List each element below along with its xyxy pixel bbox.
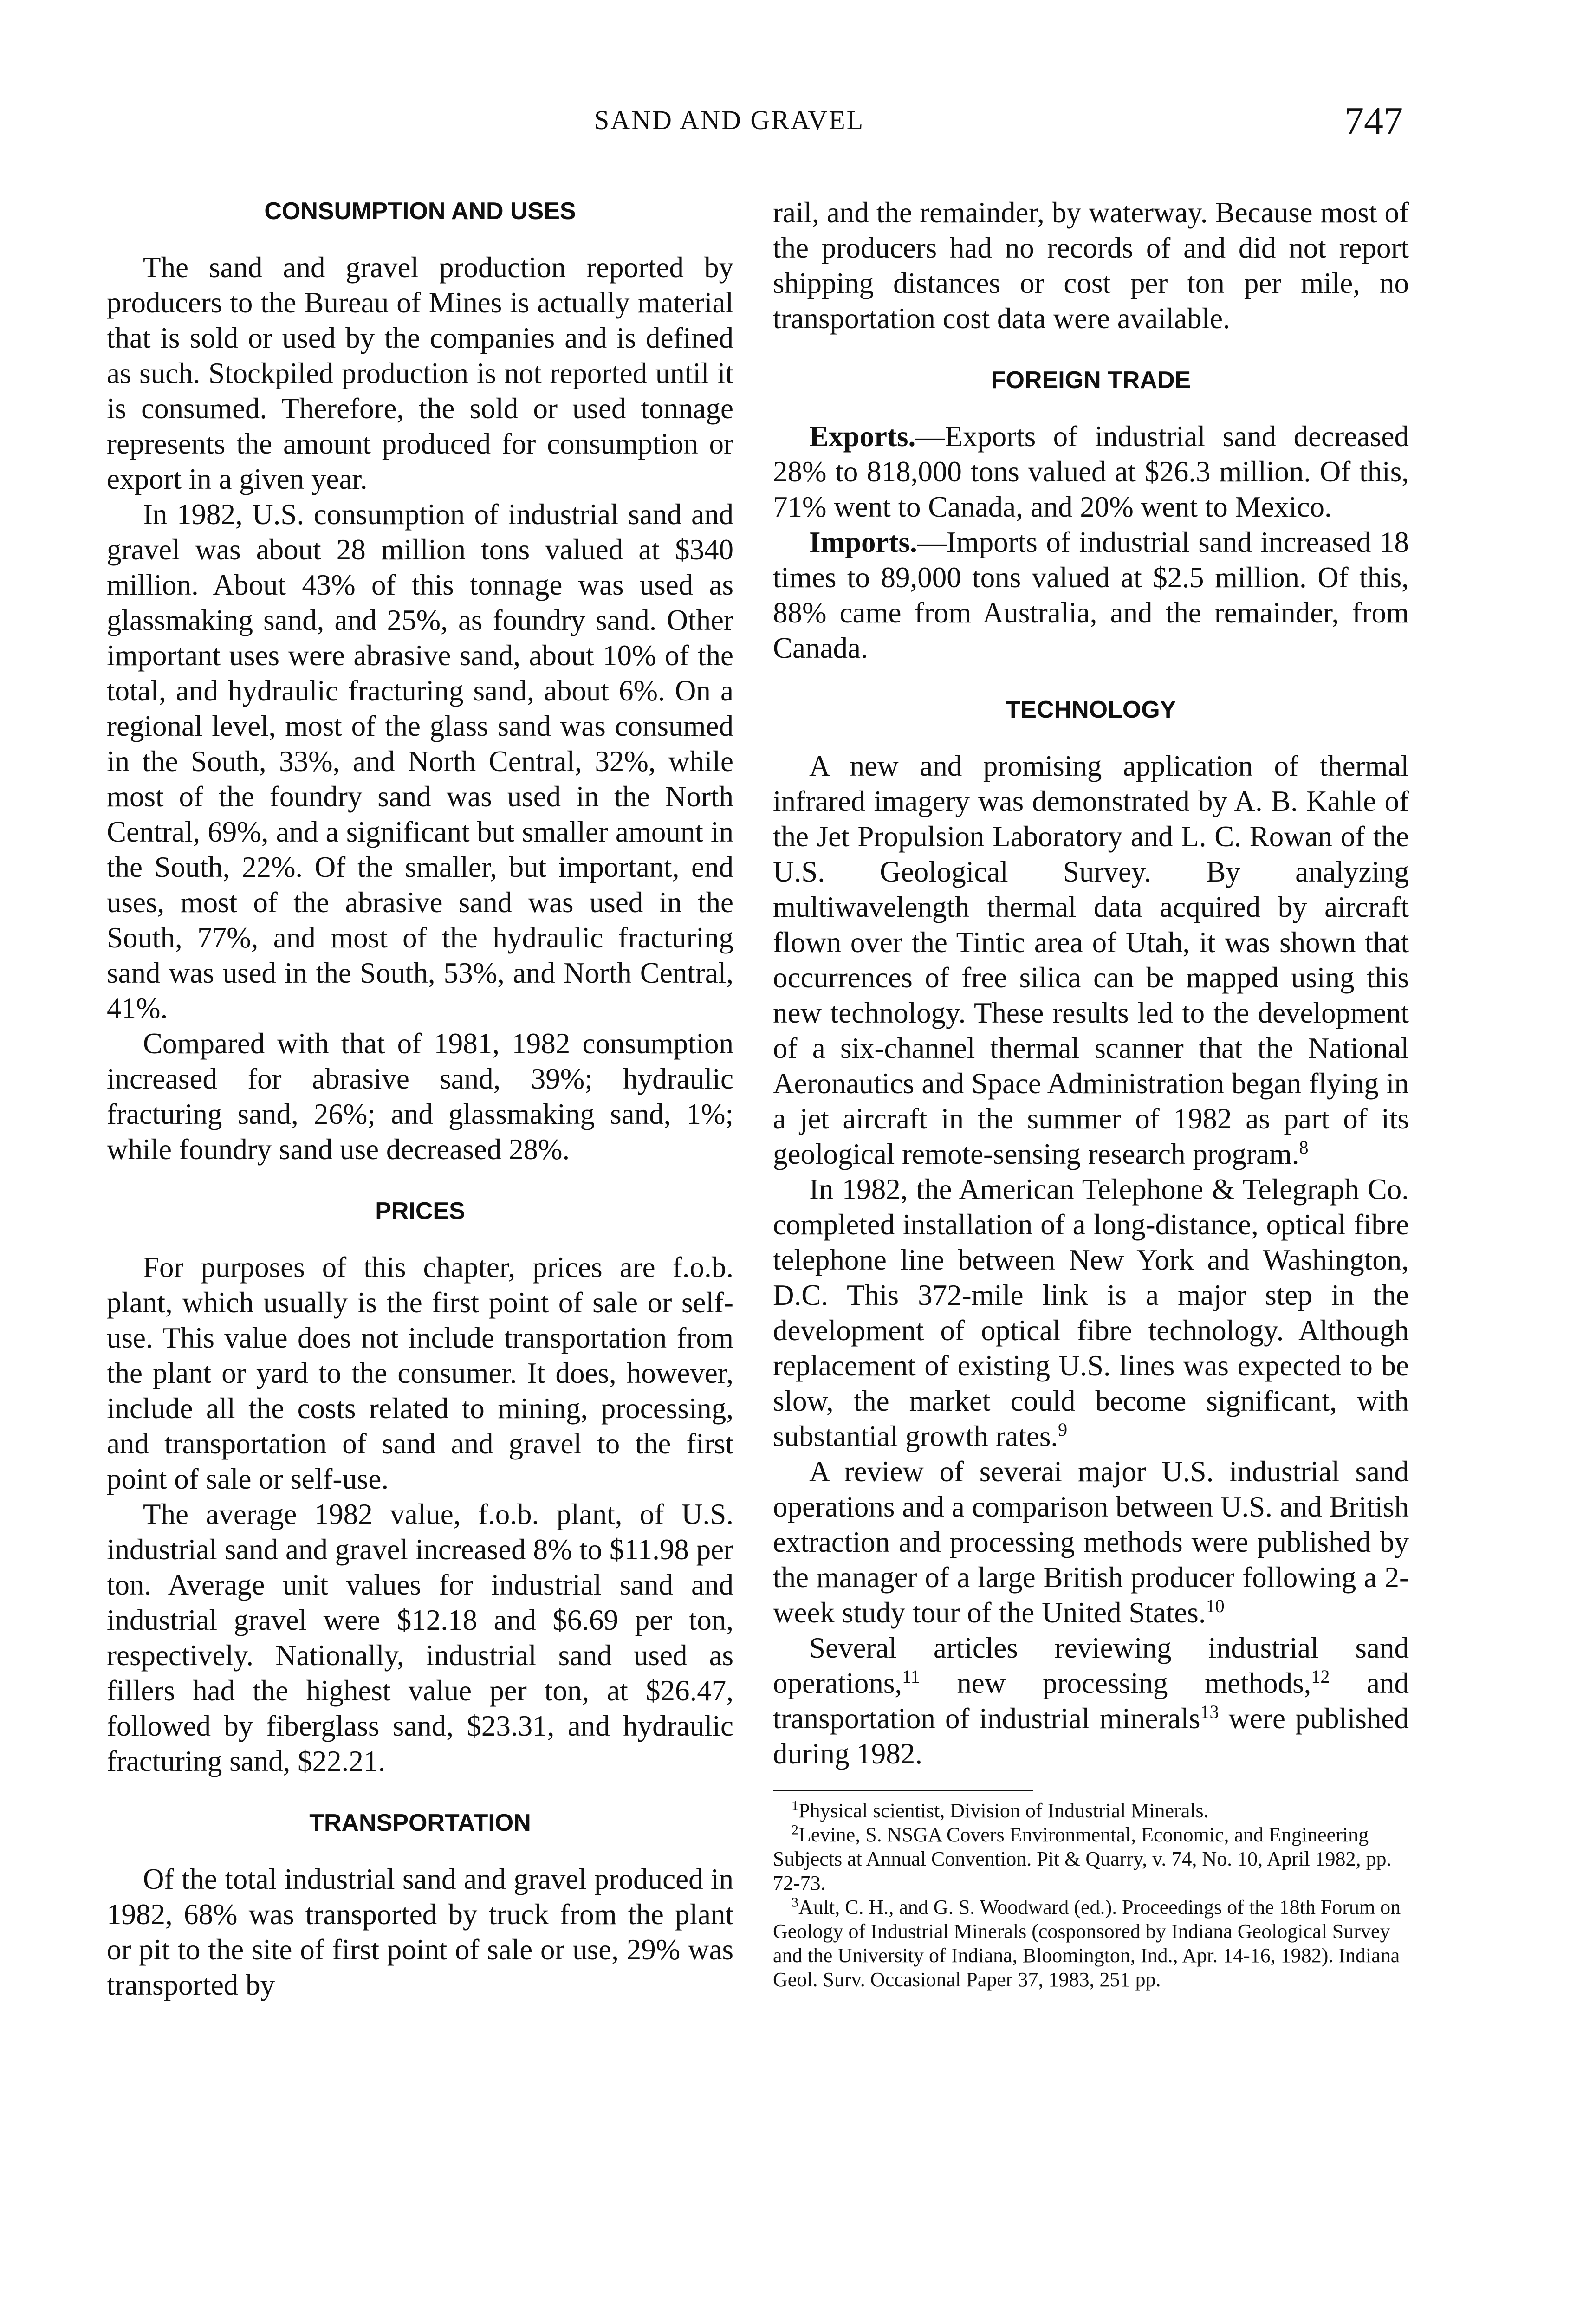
prices-paragraph-2: The average 1982 value, f.o.b. plant, of U.S. industrial sand and gravel increased 8% to $11.98 per ton. Average unit values for industrial sand and industrial gravel were $12.18 and $6.69 per ton, respectively. Nationally, industrial sand used as fillers had the highest value per ton, at $26.47, followed by fiberglass sand, $23.31, and hydraulic fracturing sand, $22.21. xyxy=(107,1498,734,1777)
footnote-number: 1 xyxy=(792,1798,798,1814)
footnote-text: Physical scientist, Division of Industrial Minerals. xyxy=(798,1799,1209,1822)
heading-prices: PRICES xyxy=(375,1198,465,1225)
footnote-ref: 9 xyxy=(1058,1419,1068,1440)
technology-paragraph-4-text: were published during 1982. xyxy=(773,1702,1409,1770)
technology-paragraph-4 xyxy=(773,1630,1409,1771)
technology-paragraph-2 xyxy=(773,1172,1409,1454)
footnote-text: Ault, C. H., and G. S. Woodward (ed.). Proceedings of the 18th Forum on Geology of Industrial Minerals (cosponsored by Indiana Geological Survey and the University of Indiana, Bloomington, Ind., Apr. 14-16, 1982). Indiana Geol. Surv. Occasional Paper 37, 1983, 251 pp. xyxy=(773,1896,1401,1991)
heading-transportation: TRANSPORTATION xyxy=(309,1809,531,1836)
transportation-paragraph-continued: rail, and the remainder, by waterway. Because most of the producers had no records of and did not report shipping distances or cost per ton per mile, no transportation cost data were available. xyxy=(773,196,1409,335)
footnote-1 xyxy=(773,1799,1409,1823)
footnote-ref: 10 xyxy=(1206,1595,1225,1616)
consumption-paragraph-1: The sand and gravel production reported by producers to the Bureau of Mines is actually material that is sold or used by the companies and is defined as such. Stockpiled production is not reported until it is consumed. Therefore, the sold or used tonnage represents the amount produced for consumption or export in a given year. xyxy=(107,251,733,495)
heading-technology: TECHNOLOGY xyxy=(1006,696,1176,723)
technology-paragraph-2-text: In 1982, the American Telephone & Telegraph Co. completed installation of a long-distance, optical fibre telephone line between New York and Washington, D.C. This 372-mile link is a major step in the development of optical fibre technology. Although replacement of existing U.S. lines was expected to be slow, the market could become significant, with substantial growth rates. xyxy=(773,1173,1409,1452)
technology-paragraph-1-text: A new and promising application of thermal infrared imagery was demonstrated by A. B. Kahle of the Jet Propulsion Laboratory and L. C. Rowan of the U.S. Geological Survey. By analyzing multiwavelength thermal data acquired by aircraft flown over the Tintic area of Utah, it was shown that occurrences of free silica can be mapped using this new technology. These results led to the development of a six-channel thermal scanner that the National Aeronautics and Space Administration began flying in a jet aircraft in the summer of 1982 as part of its geological remote-sensing research program. xyxy=(773,750,1409,1170)
technology-paragraph-3 xyxy=(773,1454,1409,1630)
running-head: SAND AND GRAVEL xyxy=(594,105,865,135)
footnote-divider xyxy=(773,1790,1033,1791)
exports-paragraph xyxy=(773,419,1409,525)
heading-foreign-trade: FOREIGN TRADE xyxy=(991,367,1191,394)
technology-paragraph-4-text: Several articles reviewing industrial sand operations, xyxy=(773,1632,1409,1699)
technology-paragraph-4-text: and transportation of industrial minerals xyxy=(773,1667,1409,1735)
prices-paragraph-1: For purposes of this chapter, prices are f.o.b. plant, which usually is the first point of sale or self-use. This value does not include transportation from the plant or yard to the consumer. It does, however, include all the costs related to mining, processing, and transportation of sand and gravel to the first point of sale or self-use. xyxy=(107,1251,733,1495)
page-number: 747 xyxy=(1344,99,1403,143)
footnote-number: 2 xyxy=(792,1822,798,1838)
footnote-ref: 8 xyxy=(1299,1137,1309,1158)
technology-paragraph-3-text: A review of severai major U.S. industrial sand operations and a comparison between U.S. and British extraction and processing methods were published by the manager of a large British producer following a 2-week study tour of the United States. xyxy=(773,1455,1409,1629)
exports-text: —Exports of industrial sand decreased 28% to 818,000 tons valued at $26.3 million. Of this, 71% went to Canada, and 20% went to Mexico. xyxy=(773,420,1409,523)
left-column xyxy=(107,195,733,2003)
footnote-text: Levine, S. NSGA Covers Environmental, Economic, and Engineering Subjects at Annual Convention. Pit & Quarry, v. 74, No. 10, April 1982, pp. 72-73. xyxy=(773,1823,1392,1894)
footnote-number: 3 xyxy=(792,1894,798,1910)
imports-paragraph xyxy=(773,525,1409,666)
exports-label: Exports. xyxy=(809,420,916,453)
consumption-paragraph-2: In 1982, U.S. consumption of industrial sand and gravel was about 28 million tons valued at $340 million. About 43% of this tonnage was used as glassmaking sand, and 25%, as foundry sand. Other important uses were abrasive sand, about 10% of the total, and hydraulic fracturing sand, about 6%. On a regional level, most of the glass sand was consumed in the South, 33%, and North Central, 32%, while most of the foundry sand was used in the North Central, 69%, and a significant but smaller amount in the South, 22%. Of the smaller, but important, end uses, most of the abrasive sand was used in the South, 77%, and most of the hydraulic fracturing sand was used in the South, 53%, and North Central, 41%. xyxy=(107,498,733,1024)
heading-consumption: CONSUMPTION AND USES xyxy=(264,198,576,225)
footnotes xyxy=(773,1799,1409,1992)
consumption-paragraph-3: Compared with that of 1981, 1982 consumption increased for abrasive sand, 39%; hydraulic fracturing sand, 26%; and glassmaking sand, 1%; while foundry sand use decreased 28%. xyxy=(107,1027,733,1166)
imports-text: —Imports of industrial sand increased 18 times to 89,000 tons valued at $2.5 million. Of this, 88% came from Australia, and the remainder, from Canada. xyxy=(773,526,1409,664)
footnote-3 xyxy=(773,1895,1409,1992)
imports-label: Imports. xyxy=(809,526,917,558)
technology-paragraph-4-text: new processing methods, xyxy=(920,1667,1311,1699)
footnote-2 xyxy=(773,1823,1409,1895)
right-column xyxy=(773,195,1409,1992)
footnote-ref: 11 xyxy=(902,1666,920,1687)
footnote-ref: 13 xyxy=(1200,1701,1219,1722)
footnote-ref: 12 xyxy=(1311,1666,1330,1687)
technology-paragraph-1 xyxy=(773,748,1409,1172)
transportation-paragraph-1: Of the total industrial sand and gravel produced in 1982, 68% was transported by truck from the plant or pit to the site of first point of sale or use, 29% was transported by xyxy=(107,1863,733,2001)
